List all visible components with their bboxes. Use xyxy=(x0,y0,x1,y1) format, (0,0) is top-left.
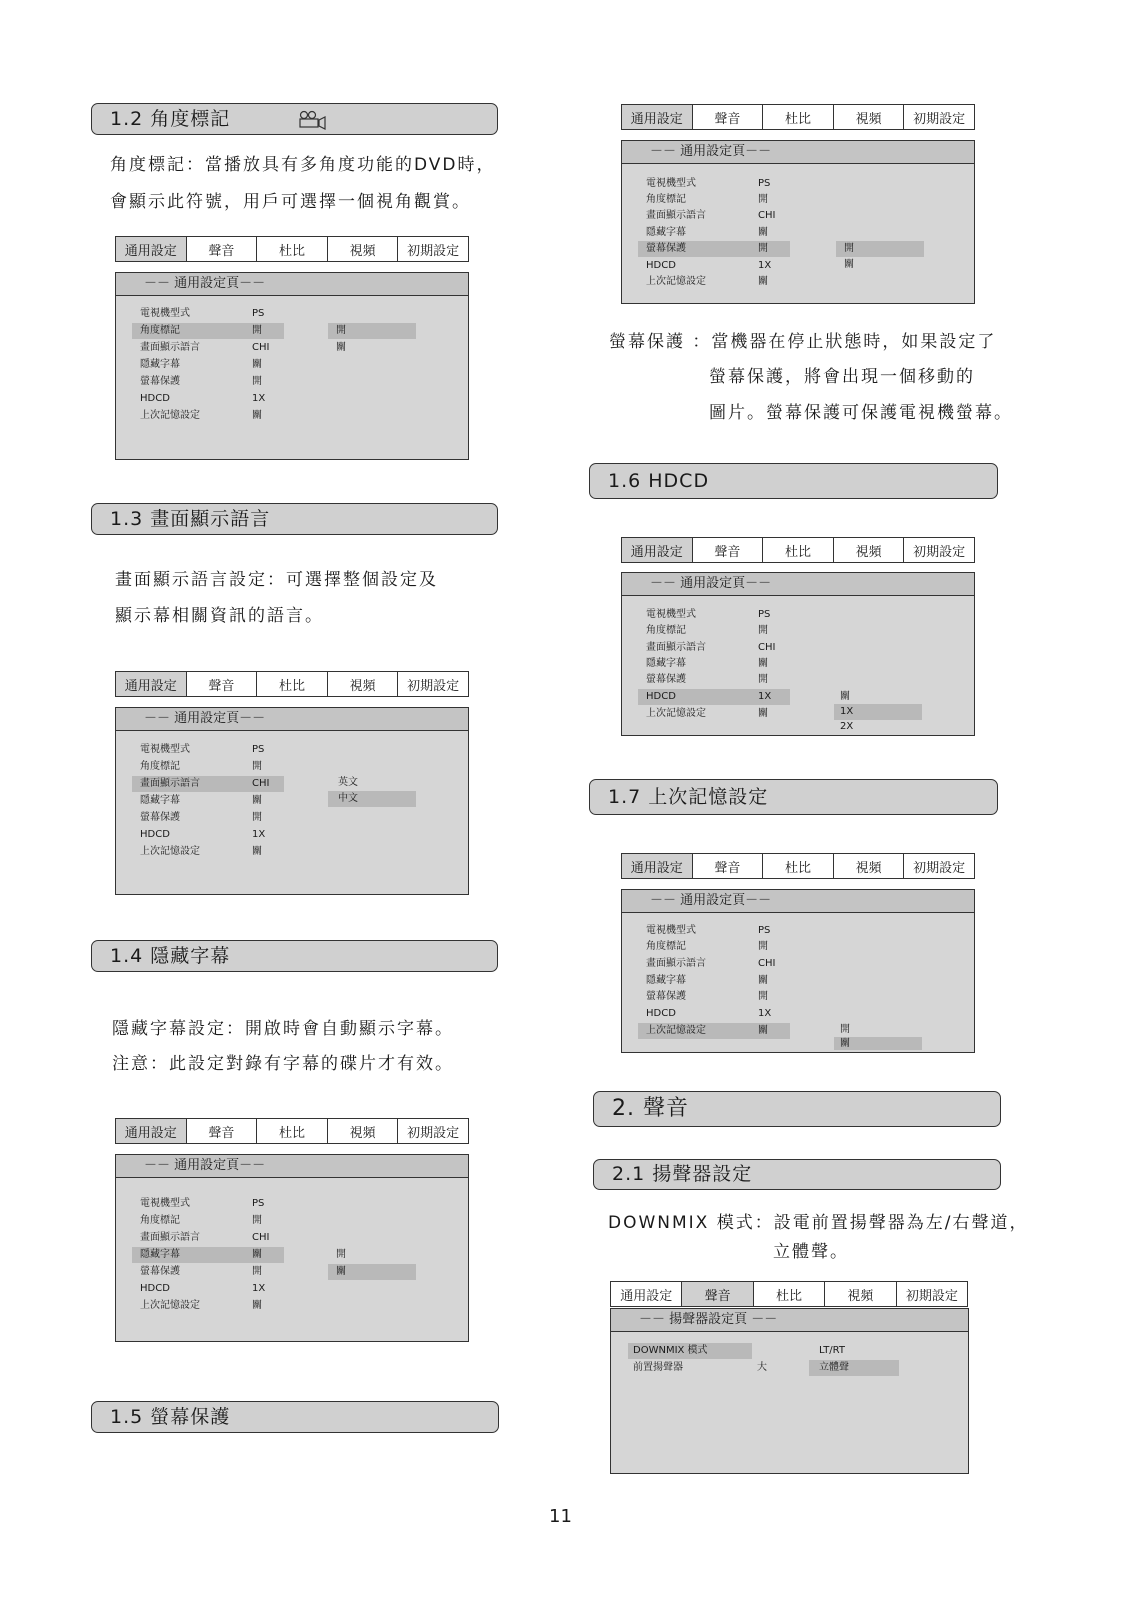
row-label: 隱藏字幕 xyxy=(646,227,686,238)
general-setup-panel xyxy=(115,707,469,895)
option-item[interactable]: 關 xyxy=(336,1266,346,1277)
row-label: 上次記憶設定 xyxy=(140,1300,200,1311)
tab-video[interactable]: 視頻 xyxy=(834,538,905,562)
row-label: 電視機型式 xyxy=(646,609,696,620)
row-value: PS xyxy=(758,609,771,620)
row-value: 關 xyxy=(252,359,262,370)
section-1-5-text-line-3: 圖片。螢幕保護可保護電視機螢幕。 xyxy=(709,403,1013,423)
row-label: 螢幕保護 xyxy=(140,1266,180,1277)
row-value: PS xyxy=(758,178,771,189)
tab-general[interactable]: 通用設定 xyxy=(622,538,693,562)
row-label: 隱藏字幕 xyxy=(646,975,686,986)
tab-preference[interactable]: 初期設定 xyxy=(913,111,966,127)
tab-preference[interactable]: 初期設定 xyxy=(407,678,460,694)
row-value: PS xyxy=(758,925,771,936)
tab-general[interactable]: 通用設定 xyxy=(116,672,187,696)
section-2-1-text-line-1: DOWNMIX 模式：設電前置揚聲器為左/右聲道， xyxy=(608,1213,1029,1233)
row-value: PS xyxy=(252,308,265,319)
section-1-3-title: 1.3 畫面顯示語言 xyxy=(110,507,271,530)
row-label: 角度標記 xyxy=(646,194,686,205)
row-label: 電視機型式 xyxy=(140,744,190,755)
row-value: 關 xyxy=(758,1025,768,1036)
row-value: 1X xyxy=(252,829,266,840)
panel-header: －－ 通用設定頁－－ xyxy=(622,890,974,913)
row-label: 螢幕保護 xyxy=(646,674,686,685)
section-1-5-text-line-1: 螢幕保護 ：當機器在停止狀態時，如果設定了 xyxy=(609,332,997,352)
row-value: CHI xyxy=(758,958,776,969)
tab-preference[interactable]: 初期設定 xyxy=(913,860,966,876)
row-value: 關 xyxy=(252,1300,262,1311)
section-1-2-title: 1.2 角度標記 xyxy=(110,107,231,130)
tab-audio[interactable]: 聲音 xyxy=(693,538,764,562)
tab-video[interactable]: 視頻 xyxy=(328,237,399,261)
row-value: 關 xyxy=(252,795,262,806)
section-2-1-text-line-2: 立體聲。 xyxy=(773,1242,849,1262)
row-label[interactable]: 螢幕保護 xyxy=(646,243,686,254)
row-label: 上次記憶設定 xyxy=(646,276,706,287)
panel-header: －－ 通用設定頁－－ xyxy=(622,141,974,164)
option-item[interactable]: 英文 xyxy=(338,777,358,788)
tab-video[interactable]: 視頻 xyxy=(328,1119,399,1143)
section-2-title-bar xyxy=(593,1091,1001,1127)
section-2-title: 2. 聲音 xyxy=(612,1096,689,1121)
option-item[interactable]: 開 xyxy=(840,1024,850,1035)
tab-general[interactable]: 通用設定 xyxy=(116,1119,187,1143)
row-label: 隱藏字幕 xyxy=(140,359,180,370)
panel-header: －－ 通用設定頁－－ xyxy=(116,708,468,731)
option-item[interactable]: 開 xyxy=(336,1249,346,1260)
option-item[interactable]: 2X xyxy=(840,721,854,732)
tab-dolby[interactable]: 杜比 xyxy=(763,105,834,129)
row-value: 開 xyxy=(252,1266,262,1277)
section-2-1-title-bar xyxy=(593,1159,1001,1190)
row-label[interactable]: DOWNMIX 模式 xyxy=(633,1345,708,1356)
row-value: 1X xyxy=(252,393,266,404)
row-value: 開 xyxy=(758,625,768,636)
row-label: 隱藏字幕 xyxy=(646,658,686,669)
page-number: 11 xyxy=(549,1506,572,1527)
tab-audio[interactable]: 聲音 xyxy=(693,854,764,878)
row-label: 角度標記 xyxy=(140,1215,180,1226)
row-value: 開 xyxy=(758,194,768,205)
option-item[interactable]: 立體聲 xyxy=(819,1362,849,1373)
row-label: HDCD xyxy=(646,1008,676,1019)
panel-header: －－ 通用設定頁－－ xyxy=(116,1155,468,1178)
section-1-2-text-line-1: 角度標記：當播放具有多角度功能的DVD時， xyxy=(110,155,496,175)
tab-dolby[interactable]: 杜比 xyxy=(763,538,834,562)
section-1-7-title: 1.7 上次記憶設定 xyxy=(608,785,769,808)
row-label[interactable]: HDCD xyxy=(646,691,676,702)
tab-general[interactable]: 通用設定 xyxy=(116,237,187,261)
panel-header: －－ 通用設定頁－－ xyxy=(116,273,468,296)
row-value: CHI xyxy=(252,342,270,353)
row-value: PS xyxy=(252,744,265,755)
row-value: CHI xyxy=(758,642,776,653)
option-item[interactable]: 關 xyxy=(844,259,854,270)
tab-video[interactable]: 視頻 xyxy=(834,105,905,129)
tab-preference[interactable]: 初期設定 xyxy=(905,1288,958,1304)
tab-audio[interactable]: 聲音 xyxy=(187,672,258,696)
row-label: HDCD xyxy=(140,393,170,404)
option-item[interactable]: 1X xyxy=(840,706,854,717)
row-label: 角度標記 xyxy=(140,761,180,772)
section-1-3-text-line-1: 畫面顯示語言設定：可選擇整個設定及 xyxy=(115,570,438,590)
tab-preference[interactable]: 初期設定 xyxy=(913,544,966,560)
option-item[interactable]: 關 xyxy=(840,1038,850,1049)
section-1-5-text-line-2: 螢幕保護，將會出現一個移動的 xyxy=(709,367,975,387)
option-item[interactable]: 中文 xyxy=(338,793,358,804)
general-setup-panel xyxy=(621,140,975,304)
row-label: 隱藏字幕 xyxy=(140,795,180,806)
row-value: 開 xyxy=(758,243,768,254)
row-value: 開 xyxy=(252,325,262,336)
row-label[interactable]: 上次記憶設定 xyxy=(646,1025,706,1036)
section-1-4-title-bar xyxy=(91,940,498,972)
section-1-4-title: 1.4 隱藏字幕 xyxy=(110,944,231,967)
menu-tabs xyxy=(621,853,975,879)
row-label: HDCD xyxy=(140,829,170,840)
section-1-4-text-line-2: 注意：此設定對錄有字幕的碟片才有效。 xyxy=(112,1054,454,1074)
tab-video[interactable]: 視頻 xyxy=(328,672,399,696)
tab-dolby[interactable]: 杜比 xyxy=(257,672,328,696)
row-label: 角度標記 xyxy=(646,941,686,952)
tab-general[interactable]: 通用設定 xyxy=(611,1282,682,1306)
row-value: 開 xyxy=(252,1215,262,1226)
row-value: 關 xyxy=(758,658,768,669)
row-label: 電視機型式 xyxy=(646,925,696,936)
tab-dolby[interactable]: 杜比 xyxy=(754,1282,825,1306)
row-value: 大 xyxy=(757,1362,767,1373)
row-value: 1X xyxy=(758,691,772,702)
tab-audio[interactable]: 聲音 xyxy=(187,1119,258,1143)
row-label: 電視機型式 xyxy=(140,1198,190,1209)
row-label: 前置揚聲器 xyxy=(633,1362,683,1373)
tab-audio[interactable]: 聲音 xyxy=(682,1282,753,1306)
section-1-3-text-line-2: 顯示幕相關資訊的語言。 xyxy=(115,606,324,626)
row-label[interactable]: 角度標記 xyxy=(140,325,180,336)
row-label: 電視機型式 xyxy=(646,178,696,189)
tab-dolby[interactable]: 杜比 xyxy=(763,854,834,878)
row-value: CHI xyxy=(758,210,776,221)
tab-general[interactable]: 通用設定 xyxy=(622,854,693,878)
section-1-5-title-bar xyxy=(91,1401,499,1433)
general-setup-panel xyxy=(621,889,975,1053)
section-1-4-text-line-1: 隱藏字幕設定：開啟時會自動顯示字幕。 xyxy=(112,1019,454,1039)
row-value: 開 xyxy=(252,761,262,772)
row-label: 螢幕保護 xyxy=(140,812,180,823)
row-label: 螢幕保護 xyxy=(646,991,686,1002)
row-value: 關 xyxy=(758,975,768,986)
section-1-6-title: 1.6 HDCD xyxy=(608,469,710,492)
section-1-2-text-line-2: 會顯示此符號，用戶可選擇一個視角觀賞。 xyxy=(110,192,471,212)
menu-tabs xyxy=(115,671,469,697)
section-1-2-title-bar xyxy=(91,103,498,135)
row-label: 畫面顯示語言 xyxy=(646,958,706,969)
row-label: 上次記憶設定 xyxy=(140,410,200,421)
section-1-6-title-bar xyxy=(589,463,998,499)
menu-tabs xyxy=(610,1281,968,1307)
row-value: 關 xyxy=(758,708,768,719)
row-value: PS xyxy=(252,1198,265,1209)
row-value: 關 xyxy=(758,276,768,287)
row-value: 關 xyxy=(758,227,768,238)
section-1-3-title-bar xyxy=(91,503,498,535)
row-label: 上次記憶設定 xyxy=(140,846,200,857)
row-value: CHI xyxy=(252,1232,270,1243)
row-label: 螢幕保護 xyxy=(140,376,180,387)
option-item[interactable]: 開 xyxy=(844,243,854,254)
tab-preference[interactable]: 初期設定 xyxy=(407,1125,460,1141)
row-value: 關 xyxy=(252,410,262,421)
tab-video[interactable]: 視頻 xyxy=(825,1282,896,1306)
row-label: 畫面顯示語言 xyxy=(140,342,200,353)
row-label: 電視機型式 xyxy=(140,308,190,319)
general-setup-panel xyxy=(621,572,975,736)
option-item[interactable]: 關 xyxy=(840,691,850,702)
section-2-1-title: 2.1 揚聲器設定 xyxy=(612,1163,753,1185)
tab-audio[interactable]: 聲音 xyxy=(693,105,764,129)
row-value: 開 xyxy=(252,376,262,387)
row-label: 畫面顯示語言 xyxy=(646,210,706,221)
row-label: HDCD xyxy=(140,1283,170,1294)
row-value: 開 xyxy=(758,991,768,1002)
menu-tabs xyxy=(115,1118,469,1144)
general-setup-panel xyxy=(115,272,469,460)
section-1-7-title-bar xyxy=(589,779,998,815)
row-value: 開 xyxy=(758,941,768,952)
row-label: 角度標記 xyxy=(646,625,686,636)
tab-audio[interactable]: 聲音 xyxy=(187,237,258,261)
row-label[interactable]: 隱藏字幕 xyxy=(140,1249,180,1260)
option-item[interactable]: 關 xyxy=(336,342,346,353)
tab-dolby[interactable]: 杜比 xyxy=(257,1119,328,1143)
row-label[interactable]: 畫面顯示語言 xyxy=(140,778,200,789)
row-value: CHI xyxy=(252,778,270,789)
general-setup-panel xyxy=(115,1154,469,1342)
option-item[interactable]: 開 xyxy=(336,325,346,336)
tab-dolby[interactable]: 杜比 xyxy=(257,237,328,261)
row-label: 畫面顯示語言 xyxy=(646,642,706,653)
option-item[interactable]: LT/RT xyxy=(819,1345,846,1356)
row-value: 關 xyxy=(252,846,262,857)
camera-angle-icon xyxy=(298,110,328,130)
tab-preference[interactable]: 初期設定 xyxy=(407,243,460,259)
menu-tabs xyxy=(621,537,975,563)
tab-general[interactable]: 通用設定 xyxy=(622,105,693,129)
row-value: 1X xyxy=(758,260,772,271)
row-label: 上次記憶設定 xyxy=(646,708,706,719)
row-value: 1X xyxy=(252,1283,266,1294)
tab-video[interactable]: 視頻 xyxy=(834,854,905,878)
menu-tabs xyxy=(621,104,975,130)
section-1-5-title: 1.5 螢幕保護 xyxy=(110,1405,231,1428)
row-label: HDCD xyxy=(646,260,676,271)
speaker-setup-panel xyxy=(610,1308,969,1474)
menu-tabs xyxy=(115,236,469,262)
panel-header: －－ 通用設定頁－－ xyxy=(622,573,974,596)
row-value: 開 xyxy=(252,812,262,823)
panel-header: －－ 揚聲器設定頁 －－ xyxy=(611,1309,968,1332)
row-value: 關 xyxy=(252,1249,262,1260)
row-value: 開 xyxy=(758,674,768,685)
row-value: 1X xyxy=(758,1008,772,1019)
row-label: 畫面顯示語言 xyxy=(140,1232,200,1243)
